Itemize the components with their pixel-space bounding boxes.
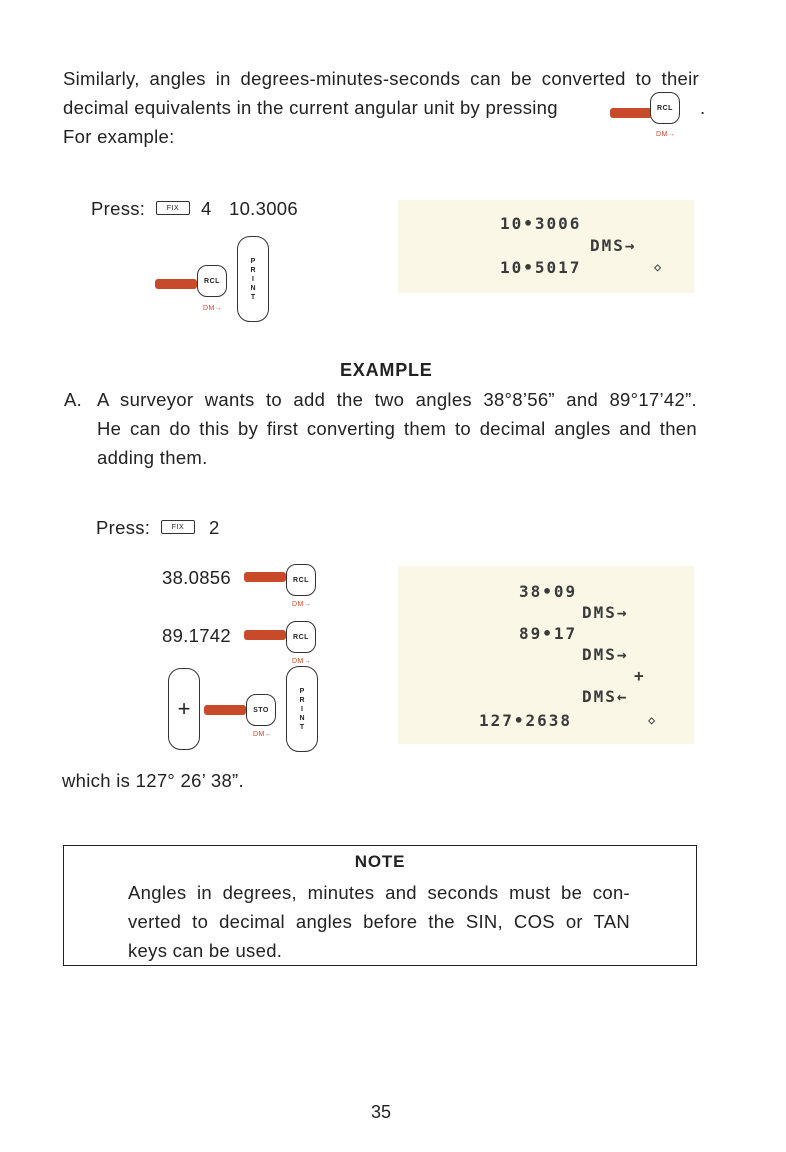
dm-forward-label: DM→	[656, 131, 676, 138]
example1-number: 10.3006	[229, 198, 298, 219]
tape-line: 10•3006	[500, 214, 582, 233]
rcl-key: RCL	[650, 92, 680, 124]
print-letter: I	[301, 705, 303, 713]
press-label-1: Press:	[91, 198, 146, 219]
example2-number-2: 89.1742	[162, 625, 231, 646]
print-letter: T	[250, 293, 256, 301]
tape-line: DMS→	[582, 603, 629, 622]
printer-tape-2	[398, 566, 694, 744]
sto-key: STO	[246, 694, 276, 726]
example-letter: A.	[64, 389, 83, 410]
result-text: which is 127° 26’ 38”.	[62, 770, 244, 791]
dm-forward-label: DM→	[292, 601, 312, 608]
intro-line-2: decimal equivalents in the current angular unit by pressing	[63, 97, 558, 118]
fix-key: FIX	[156, 201, 190, 215]
shift-key	[610, 108, 652, 118]
printer-tape-1	[398, 200, 694, 293]
note-line-3: keys can be used.	[128, 940, 283, 961]
print-letter: N	[299, 714, 305, 722]
tape-line: 89•17	[519, 624, 578, 643]
print-letter: P	[250, 257, 256, 265]
example1-digits: 4	[201, 198, 212, 219]
rcl-key: RCL	[286, 564, 316, 596]
fix-key: FIX	[161, 520, 195, 534]
tape-diamond-icon: ◇	[654, 260, 664, 274]
example2-number-1: 38.0856	[162, 567, 231, 588]
page-number: 35	[371, 1102, 392, 1122]
note-line-1: Angles in degrees, minutes and seconds must be con-	[128, 882, 630, 903]
rcl-key: RCL	[197, 265, 227, 297]
tape-diamond-icon: ◇	[648, 713, 658, 727]
print-letter: R	[299, 696, 305, 704]
shift-key	[244, 630, 286, 640]
print-letter: T	[299, 723, 305, 731]
dm-forward-label: DM→	[292, 658, 312, 665]
intro-line-1: Similarly, angles in degrees-minutes-seconds can be converted to their	[63, 68, 699, 89]
print-letter: N	[250, 284, 256, 292]
intro-line-3: For example:	[63, 126, 175, 147]
press-label-2: Press:	[96, 517, 151, 538]
tape-line: 10•5017	[500, 258, 582, 277]
intro-line-2-period: .	[700, 97, 706, 118]
dm-forward-label: DM→	[203, 305, 223, 312]
note-box	[63, 845, 697, 966]
plus-key: +	[168, 668, 200, 750]
example2-digits: 2	[209, 517, 220, 538]
note-line-2: verted to decimal angles before the SIN, COS or TAN	[128, 911, 630, 932]
dm-back-label: DM←	[253, 731, 273, 738]
shift-key	[204, 705, 246, 715]
tape-line: DMS→	[590, 236, 637, 255]
print-letter: R	[250, 266, 256, 274]
example-a-line-1: A surveyor wants to add the two angles 38°8’56” and 89°17’42”.	[97, 389, 697, 410]
example-a-line-3: adding them.	[97, 447, 208, 468]
example-a-line-2: He can do this by first converting them to decimal angles and then	[97, 418, 697, 439]
print-key	[286, 666, 318, 752]
note-title: NOTE	[354, 852, 406, 871]
tape-line: DMS←	[582, 687, 629, 706]
tape-line: +	[634, 666, 646, 685]
print-letter: P	[299, 687, 305, 695]
print-key	[237, 236, 269, 322]
tape-line: 127•2638	[479, 711, 573, 730]
print-letter: I	[252, 275, 254, 283]
example-heading: EXAMPLE	[340, 360, 433, 380]
tape-line: DMS→	[582, 645, 629, 664]
shift-key	[155, 279, 197, 289]
rcl-key: RCL	[286, 621, 316, 653]
tape-line: 38•09	[519, 582, 578, 601]
shift-key	[244, 572, 286, 582]
